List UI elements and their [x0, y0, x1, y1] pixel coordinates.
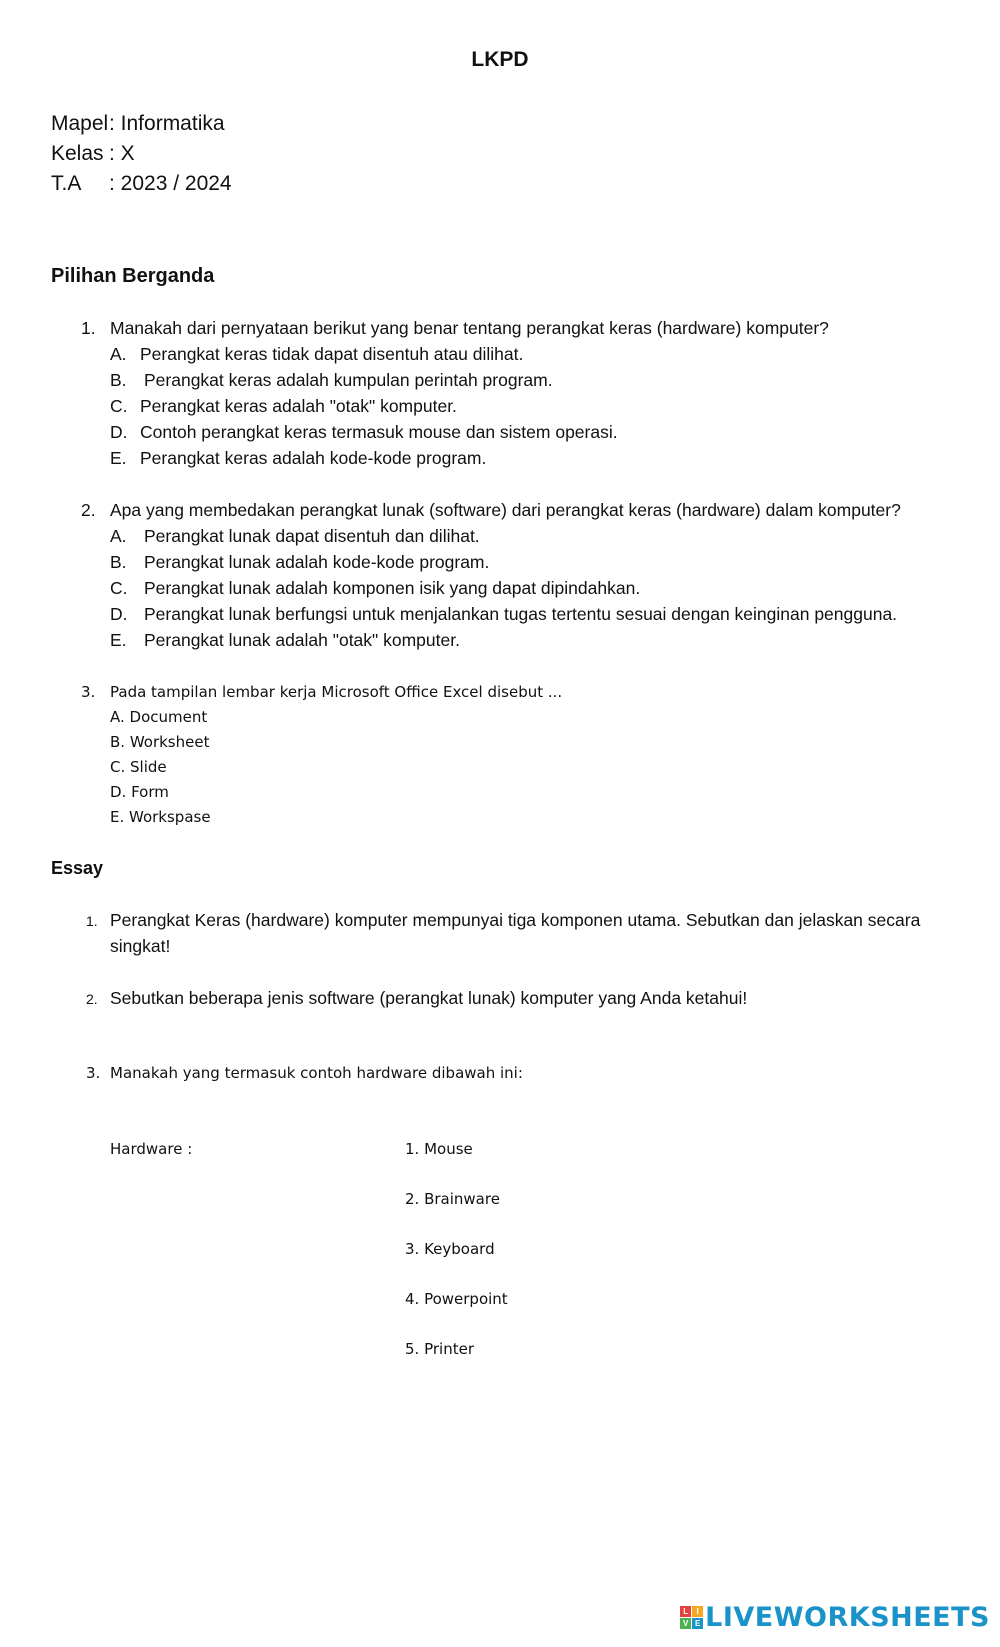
- mc-question-1: [81, 318, 829, 339]
- option-text: Contoh perangkat keras termasuk mouse dan sistem operasi.: [140, 422, 618, 442]
- question-text: Perangkat Keras (hardware) komputer mempunyai tiga komponen utama. Sebutkan dan jelaskan secara: [110, 910, 921, 930]
- logo-text: LIVEWORKSHEETS: [705, 1602, 990, 1633]
- hardware-item[interactable]: 4. Powerpoint: [405, 1290, 508, 1308]
- question-text: Apa yang membedakan perangkat lunak (software) dari perangkat keras (hardware) dalam komputer?: [110, 500, 901, 520]
- option-text: Perangkat keras tidak dapat disentuh atau dilihat.: [140, 344, 524, 364]
- option-letter: E.: [110, 630, 127, 650]
- mc-option[interactable]: [110, 630, 460, 651]
- mc-question-3: [81, 683, 562, 701]
- hardware-item[interactable]: 5. Printer: [405, 1340, 474, 1358]
- option-letter: A.: [110, 344, 127, 364]
- question-number: 1.: [86, 913, 98, 929]
- logo-block: V: [680, 1618, 691, 1629]
- essay-heading: Essay: [51, 858, 104, 878]
- option-letter: B.: [110, 370, 127, 390]
- meta-label: Mapel: [51, 112, 109, 135]
- mc-heading: Pilihan Berganda: [51, 265, 215, 287]
- question-number: 3.: [86, 1064, 101, 1082]
- hardware-label: Hardware :: [110, 1140, 193, 1158]
- mc-option[interactable]: [110, 526, 480, 547]
- option-text: Perangkat lunak berfungsi untuk menjalankan tugas tertentu sesuai dengan keinginan pengguna.: [144, 604, 898, 624]
- option-text: Perangkat keras adalah kode-kode program.: [140, 448, 487, 468]
- logo-block: E: [692, 1618, 703, 1629]
- mc-option[interactable]: [110, 370, 553, 391]
- mc-option[interactable]: [110, 552, 489, 573]
- option-letter: C.: [110, 396, 128, 416]
- option-text: Perangkat lunak adalah kode-kode program.: [144, 552, 490, 572]
- logo-block: L: [680, 1606, 691, 1617]
- page-title: LKPD: [471, 48, 529, 71]
- option-letter: C.: [110, 578, 128, 598]
- question-number: 3.: [81, 683, 96, 701]
- question-number: 2.: [81, 500, 96, 520]
- meta-row-kelas: [51, 142, 135, 166]
- question-number: 2.: [86, 991, 98, 1007]
- question-text: Manakah yang termasuk contoh hardware dibawah ini:: [110, 1064, 523, 1082]
- option-letter: D.: [110, 604, 128, 624]
- meta-value: : X: [109, 142, 135, 165]
- meta-label: T.A: [51, 172, 82, 195]
- mc-option[interactable]: C. Slide: [110, 758, 167, 776]
- option-letter: D.: [110, 422, 128, 442]
- mc-option[interactable]: B. Worksheet: [110, 733, 210, 751]
- question-text: Manakah dari pernyataan berikut yang benar tentang perangkat keras (hardware) komputer?: [110, 318, 829, 338]
- option-text: Perangkat keras adalah "otak" komputer.: [140, 396, 457, 416]
- mc-option[interactable]: E. Workspase: [110, 808, 211, 826]
- mc-option[interactable]: [110, 448, 486, 469]
- option-letter: E.: [110, 448, 127, 468]
- meta-value: : Informatika: [109, 112, 225, 135]
- option-text: Perangkat keras adalah kumpulan perintah program.: [144, 370, 553, 390]
- question-text: Sebutkan beberapa jenis software (perangkat lunak) komputer yang Anda ketahui!: [110, 988, 748, 1008]
- option-letter: A.: [110, 526, 127, 546]
- essay-question-1-continued: singkat!: [110, 936, 171, 956]
- hardware-item[interactable]: 3. Keyboard: [405, 1240, 495, 1258]
- essay-question-2: [86, 988, 747, 1009]
- logo-icon: [680, 1606, 703, 1629]
- liveworksheets-logo: [680, 1602, 990, 1633]
- meta-row-ta: [51, 172, 232, 196]
- mc-option[interactable]: A. Document: [110, 708, 208, 726]
- mc-question-2: [81, 500, 901, 521]
- meta-label: Kelas: [51, 142, 104, 165]
- mc-option[interactable]: [110, 422, 618, 443]
- option-letter: B.: [110, 552, 127, 572]
- meta-row-mapel: [51, 112, 225, 136]
- option-text: Perangkat lunak adalah komponen isik yang dapat dipindahkan.: [144, 578, 641, 598]
- option-text: Perangkat lunak adalah "otak" komputer.: [144, 630, 460, 650]
- hardware-item[interactable]: 2. Brainware: [405, 1190, 500, 1208]
- meta-value: : 2023 / 2024: [109, 172, 232, 195]
- question-number: 1.: [81, 318, 96, 338]
- hardware-item[interactable]: 1. Mouse: [405, 1140, 473, 1158]
- mc-option[interactable]: [110, 344, 523, 365]
- mc-option[interactable]: [110, 578, 640, 599]
- question-text: Pada tampilan lembar kerja Microsoft Office Excel disebut ...: [110, 683, 563, 701]
- mc-option[interactable]: D. Form: [110, 783, 169, 801]
- essay-question-3: [86, 1064, 523, 1082]
- mc-option[interactable]: [110, 604, 897, 625]
- essay-question-1: [86, 910, 920, 931]
- logo-block: I: [692, 1606, 703, 1617]
- option-text: Perangkat lunak dapat disentuh dan dilihat.: [144, 526, 480, 546]
- mc-option[interactable]: [110, 396, 457, 417]
